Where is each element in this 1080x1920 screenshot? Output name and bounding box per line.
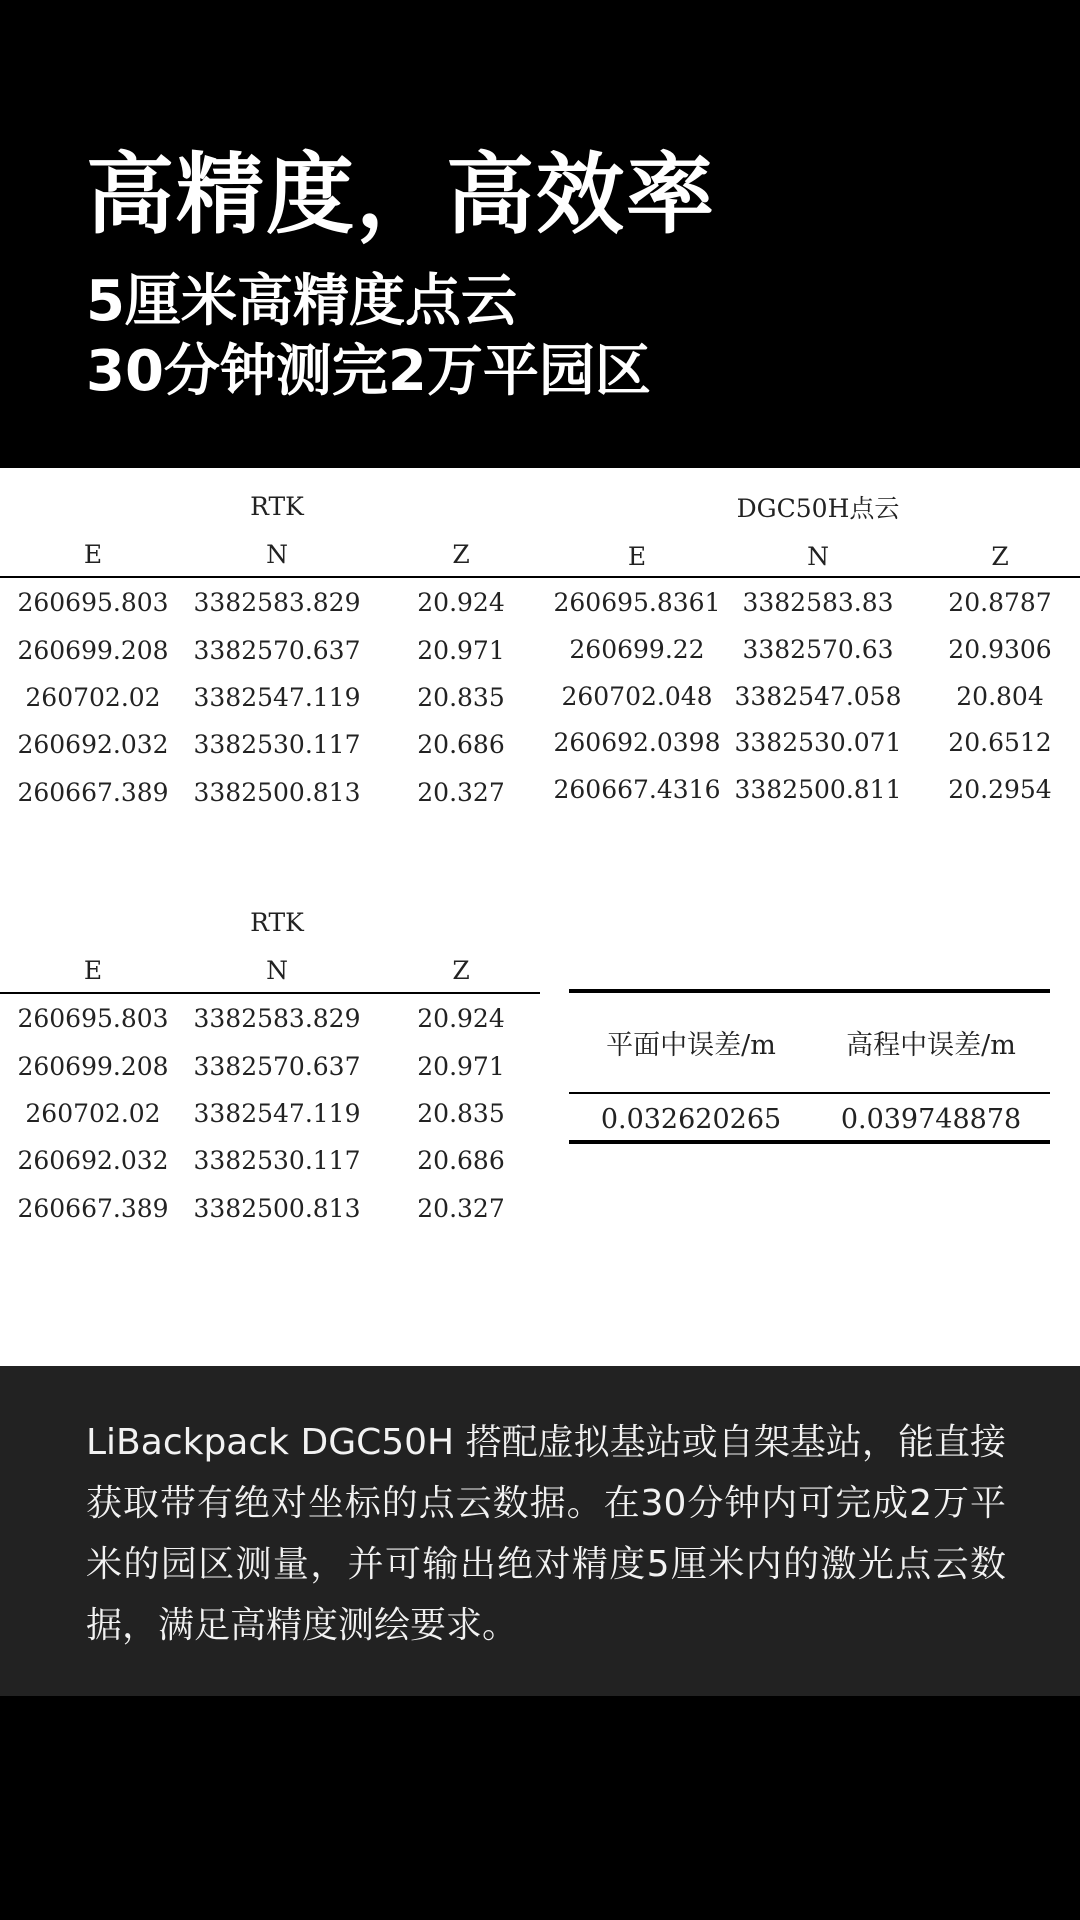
cell-z: 20.924 — [417, 588, 505, 617]
elevation-error-header: 高程中误差/m — [846, 1030, 1016, 1061]
column-header-e: E — [83, 956, 103, 985]
column-header-z: Z — [991, 542, 1009, 571]
cell-n: 3382547.058 — [734, 682, 902, 711]
cell-e: 260699.208 — [17, 636, 169, 665]
cell-z: 20.686 — [417, 1146, 505, 1175]
cell-e: 260667.389 — [17, 778, 169, 807]
cell-n: 3382547.119 — [193, 683, 361, 712]
cell-z: 20.971 — [417, 636, 505, 665]
cell-z: 20.8787 — [948, 588, 1052, 617]
error-table-bottom-rule — [569, 1140, 1050, 1144]
cell-n: 3382583.829 — [193, 588, 361, 617]
cell-z: 20.6512 — [948, 728, 1052, 757]
cell-n: 3382570.637 — [193, 636, 361, 665]
cell-z: 20.9306 — [948, 635, 1052, 664]
cell-z: 20.327 — [417, 1194, 505, 1223]
cell-e: 260695.8361 — [553, 588, 721, 617]
header-rule — [540, 576, 1080, 578]
error-table-top-rule — [569, 989, 1050, 993]
cell-n: 3382570.637 — [193, 1052, 361, 1081]
cell-n: 3382530.117 — [193, 730, 361, 759]
data-tables-section — [0, 468, 1080, 1366]
cell-z: 20.2954 — [948, 775, 1052, 804]
column-header-z: Z — [452, 956, 470, 985]
column-header-z: Z — [452, 540, 470, 569]
cell-z: 20.327 — [417, 778, 505, 807]
cell-n: 3382570.63 — [742, 635, 894, 664]
cell-e: 260692.032 — [17, 730, 169, 759]
column-header-n: N — [266, 540, 288, 569]
error-table-mid-rule — [569, 1092, 1050, 1094]
cell-z: 20.804 — [956, 682, 1044, 711]
description-text: LiBackpack DGC50H 搭配虚拟基站或自架基站，能直接获取带有绝对坐标的点云数据。在30分钟内可完成2万平米的园区测量，并可输出绝对精度5厘米内的激光点云数据，满足高精度测绘要求。 — [86, 1422, 1006, 1646]
cell-e: 260667.4316 — [553, 775, 721, 804]
hero-banner — [0, 0, 1080, 468]
column-header-e: E — [627, 542, 647, 571]
plane-error-value: 0.032620265 — [600, 1104, 782, 1135]
column-header-n: N — [266, 956, 288, 985]
column-header-e: E — [83, 540, 103, 569]
cell-n: 3382530.117 — [193, 1146, 361, 1175]
cell-z: 20.835 — [417, 683, 505, 712]
cell-z: 20.971 — [417, 1052, 505, 1081]
table-title-rtk: RTK — [250, 492, 304, 521]
cell-e: 260692.0398 — [553, 728, 721, 757]
cell-n: 3382583.83 — [742, 588, 894, 617]
cell-n: 3382530.071 — [734, 728, 902, 757]
cell-e: 260699.22 — [569, 635, 705, 664]
subtitle-efficiency: 30分钟测完2万平园区 — [86, 339, 651, 404]
cell-n: 3382500.813 — [193, 778, 361, 807]
page-title: 高精度，高效率 — [86, 143, 717, 246]
cell-e: 260695.803 — [17, 1004, 169, 1033]
cell-n: 3382500.811 — [734, 775, 902, 804]
cell-e: 260667.389 — [17, 1194, 169, 1223]
column-header-n: N — [807, 542, 829, 571]
table-title-dgc50h: DGC50H点云 — [736, 494, 900, 523]
header-rule — [0, 992, 540, 994]
cell-e: 260699.208 — [17, 1052, 169, 1081]
cell-n: 3382583.829 — [193, 1004, 361, 1033]
cell-e: 260695.803 — [17, 588, 169, 617]
header-rule — [0, 576, 540, 578]
subtitle-precision: 5厘米高精度点云 — [86, 269, 517, 334]
cell-e: 260702.02 — [25, 683, 161, 712]
bottom-band — [0, 1696, 1080, 1920]
elevation-error-value: 0.039748878 — [840, 1104, 1022, 1135]
cell-e: 260702.048 — [561, 682, 713, 711]
cell-n: 3382500.813 — [193, 1194, 361, 1223]
cell-n: 3382547.119 — [193, 1099, 361, 1128]
table-title-rtk: RTK — [250, 908, 304, 937]
cell-e: 260702.02 — [25, 1099, 161, 1128]
cell-z: 20.924 — [417, 1004, 505, 1033]
description-panel — [0, 1366, 1080, 1696]
cell-e: 260692.032 — [17, 1146, 169, 1175]
plane-error-header: 平面中误差/m — [606, 1030, 776, 1061]
cell-z: 20.686 — [417, 730, 505, 759]
cell-z: 20.835 — [417, 1099, 505, 1128]
